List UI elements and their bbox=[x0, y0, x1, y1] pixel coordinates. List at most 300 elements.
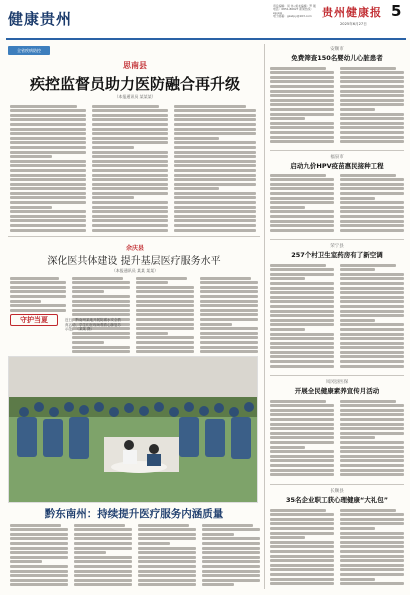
text-line bbox=[136, 323, 194, 326]
text-line bbox=[340, 441, 404, 444]
text-line bbox=[174, 109, 256, 112]
text-line bbox=[138, 528, 196, 531]
text-line bbox=[10, 141, 86, 144]
text-line bbox=[340, 333, 404, 336]
text-line bbox=[270, 400, 326, 403]
text-line bbox=[74, 579, 132, 582]
text-line bbox=[202, 547, 260, 550]
text-line bbox=[72, 277, 123, 280]
second-body-col-2 bbox=[72, 275, 130, 355]
divider bbox=[8, 236, 260, 237]
text-line bbox=[340, 413, 404, 416]
text-line bbox=[270, 323, 334, 326]
text-line bbox=[202, 583, 234, 586]
text-line bbox=[340, 568, 404, 571]
text-line bbox=[92, 132, 168, 135]
text-line bbox=[340, 94, 404, 97]
text-line bbox=[138, 579, 196, 582]
text-line bbox=[270, 532, 334, 535]
text-line bbox=[136, 309, 194, 312]
second-body-col-1 bbox=[10, 275, 66, 313]
text-line bbox=[270, 67, 326, 70]
text-line bbox=[340, 360, 404, 363]
text-line bbox=[270, 300, 334, 303]
text-line bbox=[270, 328, 305, 331]
text-line bbox=[10, 137, 86, 140]
text-line bbox=[174, 105, 246, 108]
text-line bbox=[270, 305, 334, 308]
text-line bbox=[72, 290, 104, 293]
text-line bbox=[10, 164, 86, 167]
text-line bbox=[200, 300, 258, 303]
text-line bbox=[270, 342, 334, 345]
text-line bbox=[340, 328, 404, 331]
text-line bbox=[340, 582, 404, 585]
text-line bbox=[174, 183, 256, 186]
text-line bbox=[270, 192, 334, 195]
text-line bbox=[174, 201, 256, 204]
text-line bbox=[92, 123, 168, 126]
text-line bbox=[10, 583, 68, 586]
text-line bbox=[202, 524, 253, 527]
text-line bbox=[270, 229, 334, 232]
text-line bbox=[340, 76, 404, 79]
text-line bbox=[92, 178, 168, 181]
sidebar-kicker-1: 安顺市 bbox=[330, 47, 344, 52]
text-line bbox=[340, 264, 396, 267]
text-line bbox=[138, 551, 196, 554]
text-line bbox=[10, 579, 68, 582]
text-line bbox=[202, 537, 260, 540]
text-line bbox=[340, 277, 404, 280]
text-line bbox=[340, 469, 404, 472]
text-line bbox=[10, 574, 68, 577]
text-line bbox=[138, 560, 196, 563]
text-line bbox=[270, 409, 334, 412]
text-line bbox=[138, 583, 196, 586]
text-line bbox=[10, 542, 68, 545]
text-line bbox=[340, 464, 404, 467]
text-line bbox=[340, 446, 404, 449]
students-cpr-scene bbox=[9, 357, 258, 503]
text-line bbox=[270, 273, 334, 276]
text-line bbox=[10, 155, 52, 158]
text-line bbox=[270, 136, 334, 139]
text-line bbox=[270, 310, 334, 313]
text-line bbox=[340, 126, 404, 129]
text-line bbox=[340, 90, 404, 93]
text-line bbox=[340, 224, 404, 227]
text-line bbox=[10, 300, 41, 303]
text-line bbox=[174, 187, 219, 190]
text-line bbox=[340, 319, 375, 322]
text-line bbox=[174, 210, 256, 213]
text-line bbox=[174, 224, 256, 227]
header-rule bbox=[6, 38, 406, 40]
text-line bbox=[136, 277, 187, 280]
text-line bbox=[340, 573, 404, 576]
text-line bbox=[340, 103, 404, 106]
text-line bbox=[202, 560, 260, 563]
text-line bbox=[270, 85, 334, 88]
text-line bbox=[340, 71, 404, 74]
text-line bbox=[270, 197, 334, 200]
text-line bbox=[200, 304, 258, 307]
text-line bbox=[10, 281, 66, 284]
bottom-headline: 黔东南州：持续提升医疗服务内涵质量 bbox=[44, 508, 224, 520]
text-line bbox=[270, 291, 334, 294]
text-line bbox=[92, 215, 168, 218]
text-line bbox=[10, 210, 86, 213]
text-line bbox=[92, 137, 168, 140]
text-line bbox=[270, 183, 334, 186]
text-line bbox=[72, 341, 104, 344]
text-line bbox=[270, 333, 334, 336]
text-line bbox=[270, 464, 334, 467]
text-line bbox=[72, 281, 130, 284]
text-line bbox=[72, 309, 130, 312]
text-line bbox=[136, 290, 194, 293]
text-line bbox=[10, 187, 86, 190]
text-line bbox=[174, 151, 256, 154]
text-line bbox=[138, 574, 196, 577]
text-line bbox=[92, 105, 159, 108]
text-line bbox=[92, 201, 168, 204]
text-line bbox=[340, 355, 404, 358]
text-line bbox=[72, 346, 130, 349]
text-line bbox=[270, 126, 334, 129]
text-line bbox=[270, 550, 334, 553]
text-line bbox=[92, 160, 168, 163]
text-line bbox=[340, 351, 404, 354]
text-line bbox=[74, 528, 132, 531]
text-line bbox=[72, 336, 130, 339]
text-line bbox=[174, 164, 256, 167]
text-line bbox=[270, 210, 334, 213]
text-line bbox=[74, 537, 132, 540]
text-line bbox=[270, 564, 334, 567]
text-line bbox=[174, 169, 256, 172]
text-line bbox=[340, 365, 404, 368]
text-line bbox=[10, 192, 86, 195]
text-line bbox=[270, 423, 334, 426]
editor-info: 责任编辑：何 伟 /美术编辑：罗 刚 电话：0851-86627 新闻热线：zgnkpl 电子邮箱：gzwlpy@163.com bbox=[273, 4, 316, 19]
sidebar-body-2b bbox=[340, 172, 404, 236]
lead-kicker: 思南县 bbox=[123, 61, 147, 70]
text-line bbox=[270, 346, 334, 349]
text-line bbox=[340, 201, 404, 204]
text-line bbox=[270, 355, 334, 358]
text-line bbox=[340, 192, 404, 195]
section-title: 健康贵州 bbox=[8, 10, 73, 28]
text-line bbox=[92, 224, 168, 227]
text-line bbox=[174, 219, 256, 222]
text-line bbox=[340, 113, 404, 116]
text-line bbox=[200, 323, 232, 326]
text-line bbox=[138, 570, 196, 573]
text-line bbox=[340, 108, 375, 111]
text-line bbox=[340, 455, 404, 458]
text-line bbox=[340, 459, 404, 462]
text-line bbox=[270, 545, 334, 548]
text-line bbox=[10, 570, 68, 573]
text-line bbox=[270, 94, 334, 97]
text-line bbox=[10, 123, 86, 126]
text-line bbox=[10, 118, 86, 121]
text-line bbox=[340, 541, 404, 544]
text-line bbox=[174, 206, 256, 209]
text-line bbox=[340, 527, 375, 530]
text-line bbox=[340, 423, 404, 426]
text-line bbox=[340, 342, 404, 345]
text-line bbox=[270, 469, 334, 472]
text-line bbox=[74, 524, 125, 527]
text-line bbox=[340, 131, 404, 134]
text-line bbox=[340, 287, 404, 290]
text-line bbox=[202, 565, 260, 568]
second-byline: （本报通讯员 某某 某某） bbox=[111, 268, 159, 273]
text-line bbox=[270, 319, 334, 322]
text-line bbox=[270, 282, 334, 285]
text-line bbox=[10, 528, 68, 531]
text-line bbox=[138, 565, 196, 568]
text-line bbox=[270, 215, 334, 218]
text-line bbox=[10, 151, 86, 154]
text-line bbox=[270, 513, 334, 516]
text-line bbox=[340, 536, 404, 539]
sidebar-body-2a bbox=[270, 172, 334, 236]
sidebar-headline-5: 35名企业职工获心理健康“大礼包” bbox=[285, 496, 389, 504]
text-line bbox=[340, 210, 404, 213]
text-line bbox=[340, 215, 404, 218]
text-line bbox=[270, 459, 334, 462]
text-line bbox=[340, 432, 404, 435]
text-line bbox=[200, 277, 251, 280]
text-line bbox=[270, 174, 326, 177]
sidebar-body-1b bbox=[340, 65, 404, 147]
text-line bbox=[270, 90, 334, 93]
text-line bbox=[10, 215, 86, 218]
text-line bbox=[92, 114, 168, 117]
text-line bbox=[340, 305, 404, 308]
text-line bbox=[340, 229, 404, 232]
text-line bbox=[10, 196, 86, 199]
sidebar-divider bbox=[270, 484, 404, 485]
text-line bbox=[270, 117, 305, 120]
text-line bbox=[92, 183, 168, 186]
text-line bbox=[340, 400, 396, 403]
text-line bbox=[138, 537, 196, 540]
text-line bbox=[10, 277, 59, 280]
text-line bbox=[340, 450, 404, 453]
sidebar-body-5a bbox=[270, 507, 334, 589]
text-line bbox=[270, 578, 334, 581]
text-line bbox=[138, 556, 196, 559]
text-line bbox=[270, 287, 334, 290]
lead-body-col-1 bbox=[10, 103, 86, 235]
lead-byline: （本报通讯员 某某某） bbox=[114, 94, 156, 99]
text-line bbox=[202, 579, 260, 582]
text-line bbox=[92, 155, 168, 158]
text-line bbox=[270, 351, 334, 354]
text-line bbox=[270, 277, 305, 280]
sidebar-kicker-3: 荣宁县 bbox=[330, 244, 344, 249]
text-line bbox=[200, 313, 258, 316]
text-line bbox=[10, 201, 86, 204]
second-body-col-3 bbox=[136, 275, 194, 355]
sidebar-body-5b bbox=[340, 507, 404, 589]
bottom-body-col-4 bbox=[202, 522, 260, 590]
text-line bbox=[200, 295, 258, 298]
text-line bbox=[174, 215, 256, 218]
text-line bbox=[92, 164, 168, 167]
text-line bbox=[202, 551, 260, 554]
text-line bbox=[10, 547, 68, 550]
text-line bbox=[200, 332, 258, 335]
newspaper-brand: 贵州健康报 bbox=[322, 6, 382, 19]
text-line bbox=[270, 436, 334, 439]
text-line bbox=[10, 290, 66, 293]
text-line bbox=[74, 560, 132, 563]
sidebar-divider bbox=[270, 239, 404, 240]
text-line bbox=[270, 71, 334, 74]
text-line bbox=[174, 178, 256, 181]
text-line bbox=[10, 132, 86, 135]
text-line bbox=[340, 532, 404, 535]
text-line bbox=[340, 418, 404, 421]
text-line bbox=[270, 113, 334, 116]
text-line bbox=[340, 427, 404, 430]
text-line bbox=[270, 413, 334, 416]
sidebar-headline-2: 启动九价HPV疫苗惠民接种工程 bbox=[290, 162, 384, 170]
text-line bbox=[270, 337, 334, 340]
text-line bbox=[340, 409, 404, 412]
text-line bbox=[270, 360, 334, 363]
text-line bbox=[270, 522, 334, 525]
text-line bbox=[202, 528, 260, 531]
text-line bbox=[340, 559, 404, 562]
text-line bbox=[10, 286, 66, 289]
text-line bbox=[340, 85, 404, 88]
text-line bbox=[10, 229, 86, 232]
text-line bbox=[270, 446, 305, 449]
text-line bbox=[340, 220, 404, 223]
text-line bbox=[270, 568, 334, 571]
sidebar-body-4a bbox=[270, 398, 334, 480]
text-line bbox=[92, 196, 134, 199]
text-line bbox=[340, 513, 404, 516]
text-line bbox=[340, 337, 404, 340]
text-line bbox=[270, 509, 326, 512]
text-line bbox=[340, 197, 375, 200]
text-line bbox=[136, 313, 194, 316]
text-line bbox=[270, 201, 334, 204]
text-line bbox=[340, 291, 404, 294]
text-line bbox=[136, 336, 194, 339]
text-line bbox=[270, 518, 334, 521]
page-number: 5 bbox=[391, 2, 402, 20]
text-line bbox=[74, 556, 132, 559]
text-line bbox=[74, 542, 132, 545]
text-line bbox=[136, 295, 194, 298]
text-line bbox=[174, 141, 256, 144]
text-line bbox=[74, 583, 132, 586]
text-line bbox=[200, 350, 258, 353]
text-line bbox=[340, 296, 404, 299]
text-line bbox=[72, 295, 130, 298]
text-line bbox=[270, 527, 334, 530]
text-line bbox=[74, 570, 132, 573]
sidebar-body-3b bbox=[340, 262, 404, 372]
text-line bbox=[10, 309, 66, 312]
text-line bbox=[270, 432, 334, 435]
text-line bbox=[10, 146, 86, 149]
text-line bbox=[10, 224, 86, 227]
text-line bbox=[270, 541, 334, 544]
text-line bbox=[136, 327, 194, 330]
text-line bbox=[174, 155, 256, 158]
text-line bbox=[174, 132, 256, 135]
text-line bbox=[200, 341, 258, 344]
text-line bbox=[340, 67, 396, 70]
text-line bbox=[340, 545, 404, 548]
text-line bbox=[92, 210, 168, 213]
text-line bbox=[340, 178, 404, 181]
text-line bbox=[174, 174, 256, 177]
sidebar-headline-3: 257个村卫生室药房有了新空调 bbox=[291, 251, 383, 259]
text-line bbox=[174, 229, 256, 232]
text-line bbox=[340, 550, 404, 553]
text-line bbox=[10, 178, 86, 181]
text-line bbox=[174, 196, 256, 199]
text-line bbox=[72, 332, 130, 335]
text-line bbox=[92, 109, 168, 112]
sidebar-body-4b bbox=[340, 398, 404, 480]
text-line bbox=[340, 99, 404, 102]
text-line bbox=[92, 151, 168, 154]
text-line bbox=[92, 229, 168, 232]
sidebar-body-1a bbox=[270, 65, 334, 147]
text-line bbox=[10, 219, 86, 222]
issue-date: 2025年6月27日 bbox=[340, 22, 367, 26]
text-line bbox=[340, 436, 375, 439]
text-line bbox=[340, 473, 404, 476]
text-line bbox=[92, 206, 168, 209]
text-line bbox=[270, 99, 334, 102]
text-line bbox=[340, 314, 404, 317]
lead-headline: 疾控监督员助力医防融合再升级 bbox=[29, 75, 240, 93]
text-line bbox=[138, 524, 189, 527]
text-line bbox=[270, 404, 334, 407]
sidebar-kicker-5: 长顺县 bbox=[330, 489, 344, 494]
text-line bbox=[340, 578, 375, 581]
text-line bbox=[270, 140, 334, 143]
text-line bbox=[270, 224, 334, 227]
text-line bbox=[92, 118, 168, 121]
text-line bbox=[174, 128, 256, 131]
text-line bbox=[138, 542, 170, 545]
text-line bbox=[200, 318, 258, 321]
text-line bbox=[270, 555, 334, 558]
text-line bbox=[200, 346, 258, 349]
text-line bbox=[10, 556, 68, 559]
text-line bbox=[74, 565, 132, 568]
text-line bbox=[136, 300, 194, 303]
text-line bbox=[72, 300, 130, 303]
text-line bbox=[340, 187, 404, 190]
text-line bbox=[340, 268, 375, 271]
text-line bbox=[270, 131, 334, 134]
